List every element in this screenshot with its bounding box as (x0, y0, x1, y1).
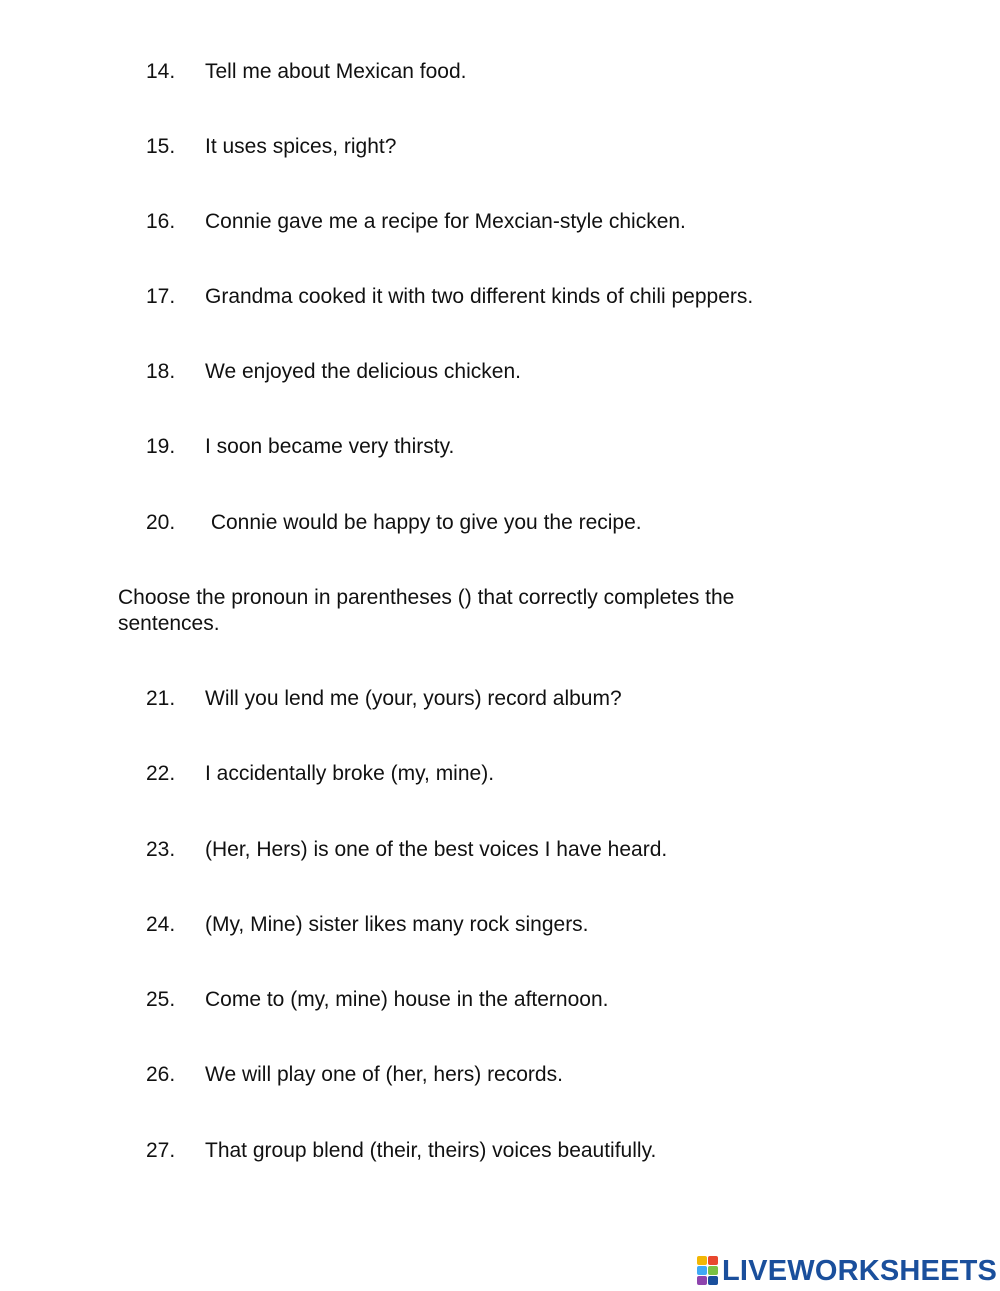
item-sentence: Connie would be happy to give you the recipe. (205, 511, 642, 534)
list-item (0, 57, 1000, 87)
list-item (0, 835, 1000, 865)
list-item (0, 1136, 1000, 1166)
item-sentence: Come to (my, mine) house in the afternoon. (205, 988, 609, 1011)
item-number: 20. (146, 511, 176, 534)
item-sentence: Will you lend me (your, yours) record album? (205, 687, 622, 710)
item-number: 15. (146, 135, 176, 158)
list-item (0, 282, 1000, 312)
item-number: 26. (146, 1063, 176, 1086)
list-item (0, 910, 1000, 940)
list-item (0, 759, 1000, 789)
list-item (0, 1060, 1000, 1090)
logo-text: LIVEWORKSHEETS (722, 1255, 998, 1287)
item-sentence: I accidentally broke (my, mine). (205, 762, 495, 785)
item-number: 21. (146, 687, 176, 710)
list-item (0, 985, 1000, 1015)
item-number: 24. (146, 913, 176, 936)
item-number: 23. (146, 838, 176, 861)
item-sentence: Connie gave me a recipe for Mexcian-style chicken. (205, 210, 686, 233)
item-sentence: (Her, Hers) is one of the best voices I have heard. (205, 838, 668, 861)
item-number: 18. (146, 360, 176, 383)
item-number: 16. (146, 210, 176, 233)
item-number: 27. (146, 1139, 176, 1162)
item-sentence: We enjoyed the delicious chicken. (205, 360, 521, 383)
item-number: 25. (146, 988, 176, 1011)
item-sentence: We will play one of (her, hers) records. (205, 1063, 563, 1086)
list-item (0, 357, 1000, 387)
list-item (0, 508, 1000, 538)
liveworksheets-logo-icon (697, 1256, 719, 1286)
list-item (0, 432, 1000, 462)
item-number: 17. (146, 285, 176, 308)
item-number: 22. (146, 762, 176, 785)
item-number: 14. (146, 60, 176, 83)
item-sentence: That group blend (their, theirs) voices beautifully. (205, 1139, 657, 1162)
item-sentence: (My, Mine) sister likes many rock singers. (205, 913, 589, 936)
item-sentence: Tell me about Mexican food. (205, 60, 467, 83)
item-sentence: I soon became very thirsty. (205, 435, 455, 458)
item-number: 19. (146, 435, 176, 458)
instructions-text: Choose the pronoun in parentheses () that correctly completes the sentences. (118, 586, 735, 635)
list-item (0, 684, 1000, 714)
liveworksheets-logo (697, 1254, 997, 1288)
list-item (0, 132, 1000, 162)
item-sentence: Grandma cooked it with two different kinds of chili peppers. (205, 285, 754, 308)
list-item (0, 207, 1000, 237)
item-sentence: It uses spices, right? (205, 135, 397, 158)
